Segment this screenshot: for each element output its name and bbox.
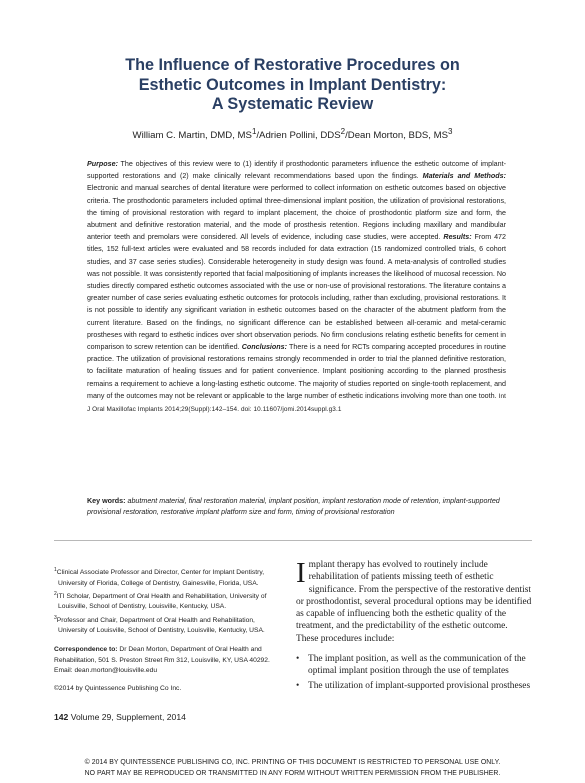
- affiliations: [54, 565, 282, 695]
- methods-label: Materials and Methods:: [422, 172, 506, 181]
- affiliation-2: [54, 589, 282, 613]
- abstract: [87, 158, 506, 416]
- copyright-notice: [0, 758, 585, 779]
- results-text: From 472 titles, 152 full-text articles were evaluated and 58 records included for data extraction (15 randomized controlled trials, 6 cohort studies, and 37 case series studies). Considerable heterogeneity in study design was found. A meta-analysis of controlled studies was not possible. It was consistently reported that facial malpositioning of implants increases the likelihood of mucosal recession. No studies directly compared esthetic outcomes associated with the use or non-use of provisional restorations. The literature contains a greater number of case series evaluating esthetic outcomes for protocols including, rather than excluding, provisional restorations. It is not possible to identify any significant variation in esthetic outcomes based on the character of the abutment platform from the current literature. Based on the findings, no significant difference can be established between all-ceramic and metal-ceramic prostheses with regard to esthetic indices over short observation periods. No firm conclusions relating esthetic benefits for cement in comparison to screw retention can be identified.: [87, 233, 506, 352]
- affiliation-1-text: Clinical Associate Professor and Director, Center for Implant Dentistry, University of Florida, College of Dentistry, Gainesville, Florida, USA.: [56, 569, 265, 587]
- copyright-line: ©2014 by Quintessence Publishing Co Inc.: [54, 685, 182, 693]
- author-1-sup: 1: [251, 127, 257, 136]
- title-line-1: The Influence of Restorative Procedures on: [125, 56, 460, 74]
- methods-text: Electronic and manual searches of dental literature were performed to collect information on esthetic outcomes based on objective criteria. The prosthodontic parameters included optimal three-dimensional implant position, the utilization of provisional restorations, the timing of provisional restoration with regard to implant placement, the choice of prosthodontic platform size and form, the abutment and definitive restoration material, and the mode of prosthesis retention. Regions including maxillary and mandibular anterior teeth and premolars were considered. All levels of evidence, including case studies, were accepted.: [87, 184, 506, 242]
- affiliation-1: [54, 565, 282, 589]
- keywords-text: abutment material, final restoration material, implant position, implant restoration mode of retention, implant-supported provisional restoration, restorative implant platform size and form, timing of provisional restoration: [87, 497, 500, 516]
- list-item: [296, 653, 532, 678]
- affiliation-3: [54, 613, 282, 637]
- correspondence-label: Correspondence to:: [54, 646, 118, 654]
- keywords: [87, 496, 506, 518]
- affiliation-2-text: ITI Scholar, Department of Oral Health and Rehabilitation, University of Louisville, School of Dentistry, Louisville, Kentucky, USA.: [56, 593, 267, 611]
- title-line-2: Esthetic Outcomes in Implant Dentistry:: [138, 75, 447, 94]
- author-1: William C. Martin, DMD, MS: [132, 130, 252, 142]
- list-item-text: The implant position, as well as the communication of the optimal implant position through the use of templates: [308, 653, 526, 676]
- purpose-label: Purpose:: [87, 160, 118, 168]
- copyright-notice-line-1: © 2014 BY QUINTESSENCE PUBLISHING CO, INC. PRINTING OF THIS DOCUMENT IS RESTRICTED TO PERSONAL USE ONLY.: [84, 759, 501, 766]
- keywords-label: Key words:: [87, 497, 126, 505]
- author-list: [0, 127, 585, 141]
- section-divider: [54, 540, 532, 541]
- affiliation-2-sup: 2: [54, 590, 57, 597]
- drop-cap: I: [296, 557, 306, 589]
- author-2-sup: 2: [340, 127, 346, 136]
- correspondence-email: Email: dean.morton@louisville.edu: [54, 667, 158, 675]
- page-number: 142: [54, 712, 69, 722]
- procedure-list: [296, 653, 532, 693]
- intro-text: mplant therapy has evolved to routinely include rehabilitation of patients missing teeth of esthetic significance. From the perspective of the restorative dentist or prosthodontist, several procedural options may be identified as capable of influencing both the esthetic quality of the treatment, and the predictability of the esthetic outcome. These procedures include:: [296, 560, 532, 644]
- copyright-notice-line-2: NO PART MAY BE REPRODUCED OR TRANSMITTED IN ANY FORM WITHOUT WRITTEN PERMISSION FROM THE PUBLISHER.: [84, 769, 501, 777]
- bullet-icon: •: [296, 681, 300, 692]
- journal-volume: Volume 29, Supplement, 2014: [68, 712, 186, 722]
- conclusions-text: There is a need for RCTs comparing accepted procedures in routine practice. The utilization of provisional restorations remains strongly recommended in order to trial the planned definitive restoration, to facilitate maturation of healing tissues and for patient convenience. Implant positioning according to the planned prosthesis remains a requirement to achieve a long-lasting esthetic outcome. The majority of studies reported on single-tooth replacement, and many of the outcomes may not be relevant or applicable to the large number of esthetic indications involving more than one tooth.: [87, 343, 506, 400]
- introduction: [296, 559, 532, 696]
- author-3-sup: 3: [448, 127, 453, 136]
- affiliation-3-sup: 3: [54, 614, 57, 621]
- correspondence-text: Dr Dean Morton, Department of Oral Health and Rehabilitation, 501 S. Preston Street Rm 312, Louisville, KY, USA 40292.: [54, 646, 270, 664]
- results-label: Results:: [443, 233, 472, 242]
- article-title: [0, 56, 585, 115]
- affiliation-1-sup: 1: [54, 567, 57, 573]
- title-line-3: A Systematic Review: [211, 95, 374, 113]
- author-2: /Adrien Pollini, DDS: [256, 130, 341, 142]
- purpose-text: The objectives of this review were to (1) identify if prosthodontic parameters influence the esthetic outcome of implant-supported restorations and (2) make clinically relevant recommendations based upon the findings.: [87, 160, 506, 181]
- list-item: [296, 680, 532, 692]
- bullet-icon: •: [296, 653, 300, 664]
- page-footer: [54, 712, 186, 722]
- author-3: /Dean Morton, BDS, MS: [345, 130, 448, 142]
- conclusions-label: Conclusions:: [241, 343, 287, 352]
- affiliation-3-text: Professor and Chair, Department of Oral Health and Rehabilitation, University of Louisville, School of Dentistry, Louisville, Kentucky, USA.: [56, 616, 265, 635]
- correspondence: [54, 645, 282, 666]
- list-item-text: The utilization of implant-supported provisional prostheses: [308, 681, 531, 692]
- journal-citation: Int J Oral Maxillofac Implants 2014;29(Suppl):142–154. doi: 10.11607/jomi.2014suppl.g3.1: [87, 392, 506, 414]
